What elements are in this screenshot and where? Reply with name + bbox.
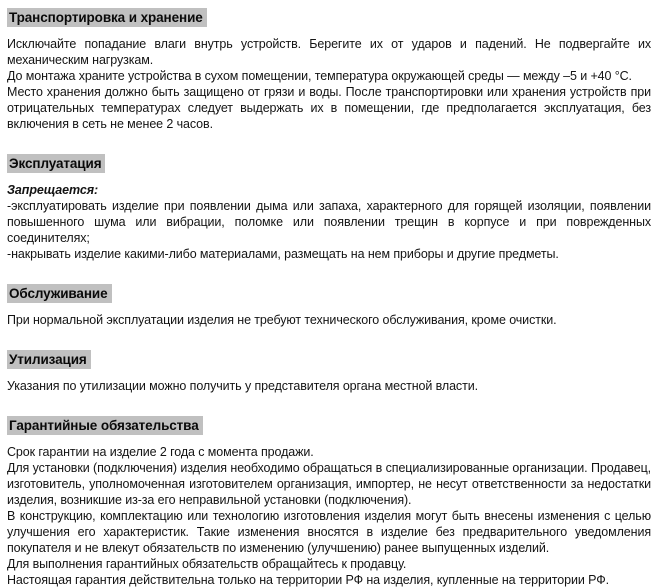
section-heading-disposal: Утилизация bbox=[7, 350, 91, 369]
paragraph: До монтажа храните устройства в сухом помещении, температура окружающей среды — между –5 и +40 °C. bbox=[7, 69, 632, 83]
paragraph: Место хранения должно быть защищено от грязи и воды. После транспортировки или хранения устройств при отрицательных температурах следует выдержать их в помещении, где предполагается эксплуатация, без включения в сеть не менее 2 часов. bbox=[7, 85, 651, 131]
paragraph: При нормальной эксплуатации изделия не требуют технического обслуживания, кроме очистки. bbox=[7, 313, 557, 327]
section-operation bbox=[7, 154, 651, 262]
section-transport-and-storage bbox=[7, 8, 651, 132]
section-heading-operation: Эксплуатация bbox=[7, 154, 105, 173]
paragraph: В конструкцию, комплектацию или технологию изготовления изделия могут быть внесены изменения с целью улучшения его характеристик. Такие изменения вносятся в изделие без предварительного уведомления покупателя и не влекут обязательств по изменению (улучшению) ранее выпущенных изделий. bbox=[7, 509, 651, 555]
section-warranty bbox=[7, 416, 651, 588]
section-heading-maintenance: Обслуживание bbox=[7, 284, 112, 303]
section-heading-warranty: Гарантийные обязательства bbox=[7, 416, 203, 435]
paragraph: Для выполнения гарантийных обязательств обращайтесь к продавцу. bbox=[7, 557, 407, 571]
section-disposal bbox=[7, 350, 651, 394]
paragraph: Настоящая гарантия действительна только на территории РФ на изделия, купленные на территории РФ. bbox=[7, 573, 609, 587]
paragraph: Указания по утилизации можно получить у представителя органа местной власти. bbox=[7, 379, 478, 393]
section-maintenance bbox=[7, 284, 651, 328]
paragraph: Для установки (подключения) изделия необходимо обращаться в специализированные организации. Продавец, изготовитель, уполномоченная изготовителем организация, импортер, не несут ответственности за недостатки изделия, возникшие из-за его неправильной установки (подключения). bbox=[7, 461, 651, 507]
paragraph-forbidden-label: Запрещается: bbox=[7, 183, 99, 197]
paragraph: Исключайте попадание влаги внутрь устройств. Берегите их от ударов и падений. Не подвергайте их механическим нагрузкам. bbox=[7, 37, 651, 67]
paragraph: -накрывать изделие какими-либо материалами, размещать на нем приборы и другие предметы. bbox=[7, 247, 559, 261]
section-heading-transport-and-storage: Транспортировка и хранение bbox=[7, 8, 207, 27]
paragraph: Срок гарантии на изделие 2 года с момента продажи. bbox=[7, 445, 314, 459]
paragraph: -эксплуатировать изделие при появлении дыма или запаха, характерного для горящей изоляции, появлении повышенного шума или вибрации, поломке или появлении трещин в корпусе и при поврежденных соединителях; bbox=[7, 199, 651, 245]
